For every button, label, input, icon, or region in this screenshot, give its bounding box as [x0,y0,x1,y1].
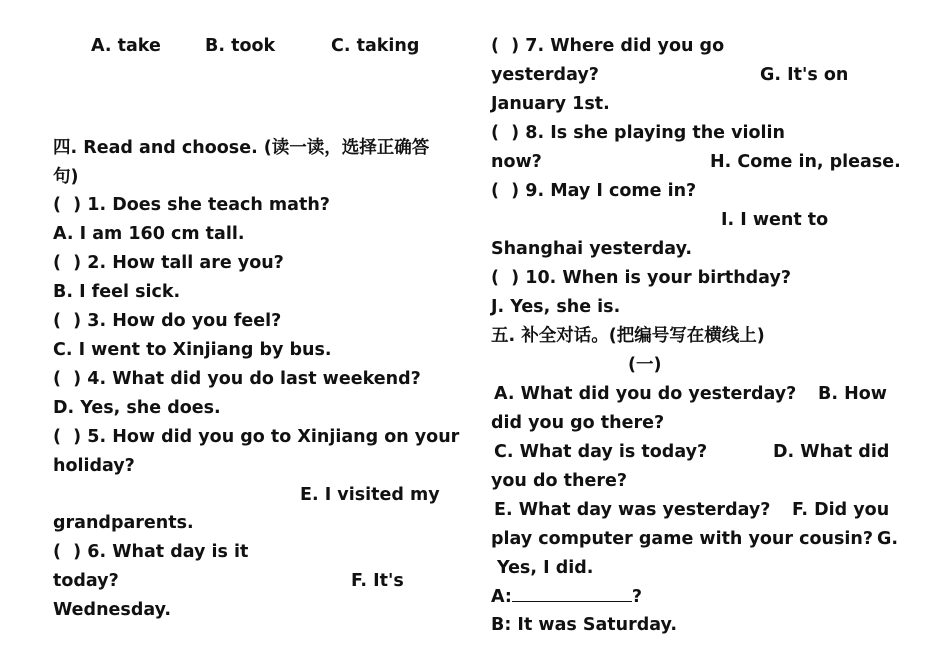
question-5-cont: holiday? [53,456,135,476]
dialogue-option-d-cont: you do there? [491,471,627,491]
question-5: ( ) 5. How did you go to Xinjiang on your [53,427,460,447]
question-9: ( ) 9. May I come in? [491,181,697,201]
dialogue-option-b-cont: did you go there? [491,413,665,433]
dialogue-option-c: C. What day is today? [494,442,708,462]
answer-e-cont: grandparents. [53,513,194,533]
question-7: ( ) 7. Where did you go [491,36,725,56]
answer-a: A. I am 160 cm tall. [53,224,245,244]
question-6-cont: today? [53,571,119,591]
question-8-cont: now? [491,152,542,172]
answer-g-cont: January 1st. [491,94,610,114]
dialogue-option-g: G. [877,529,899,549]
answer-f-cont: Wednesday. [53,600,172,620]
answer-i: I. I went to [721,210,829,230]
section4-title: 四. Read and choose. (读一读，选择正确答 [53,138,430,158]
question-3: ( ) 3. How do you feel? [53,311,282,331]
dialogue-option-f-cont: play computer game with your cousin? [491,529,873,549]
dialogue-option-a: A. What did you do yesterday? [494,384,797,404]
question-1: ( ) 1. Does she teach math? [53,195,330,215]
answer-f: F. It's [351,571,404,591]
option-a-take: A. take [91,36,161,56]
question-4: ( ) 4. What did you do last weekend? [53,369,421,389]
question-8: ( ) 8. Is she playing the violin [491,123,785,143]
answer-blank[interactable] [512,585,632,602]
question-7-cont: yesterday? [491,65,599,85]
dialogue-option-b: B. How [818,384,887,404]
part-1-label: (一) [628,355,662,375]
answer-g: G. It's on [760,65,849,85]
dialogue-option-e: E. What day was yesterday? [494,500,771,520]
answer-e: E. I visited my [300,485,440,505]
answer-d: D. Yes, she does. [53,398,221,418]
question-2: ( ) 2. How tall are you? [53,253,284,273]
answer-h: H. Come in, please. [710,152,901,172]
speaker-a-label: A: [491,587,512,607]
question-mark: ? [631,587,643,607]
answer-i-cont: Shanghai yesterday. [491,239,693,259]
dialogue-line-b: B: It was Saturday. [491,615,677,635]
answer-c: C. I went to Xinjiang by bus. [53,340,332,360]
option-b-took: B. took [205,36,276,56]
question-6: ( ) 6. What day is it [53,542,249,562]
dialogue-option-g-cont: Yes, I did. [497,558,594,578]
section4-title-cont: 句) [53,167,79,187]
dialogue-option-f: F. Did you [792,500,890,520]
section5-title: 五. 补全对话。(把编号写在横线上) [491,326,765,346]
dialogue-option-d: D. What did [773,442,890,462]
question-10: ( ) 10. When is your birthday? [491,268,792,288]
answer-j: J. Yes, she is. [491,297,621,317]
answer-b: B. I feel sick. [53,282,181,302]
dialogue-line-a [491,585,642,608]
option-c-taking: C. taking [331,36,420,56]
